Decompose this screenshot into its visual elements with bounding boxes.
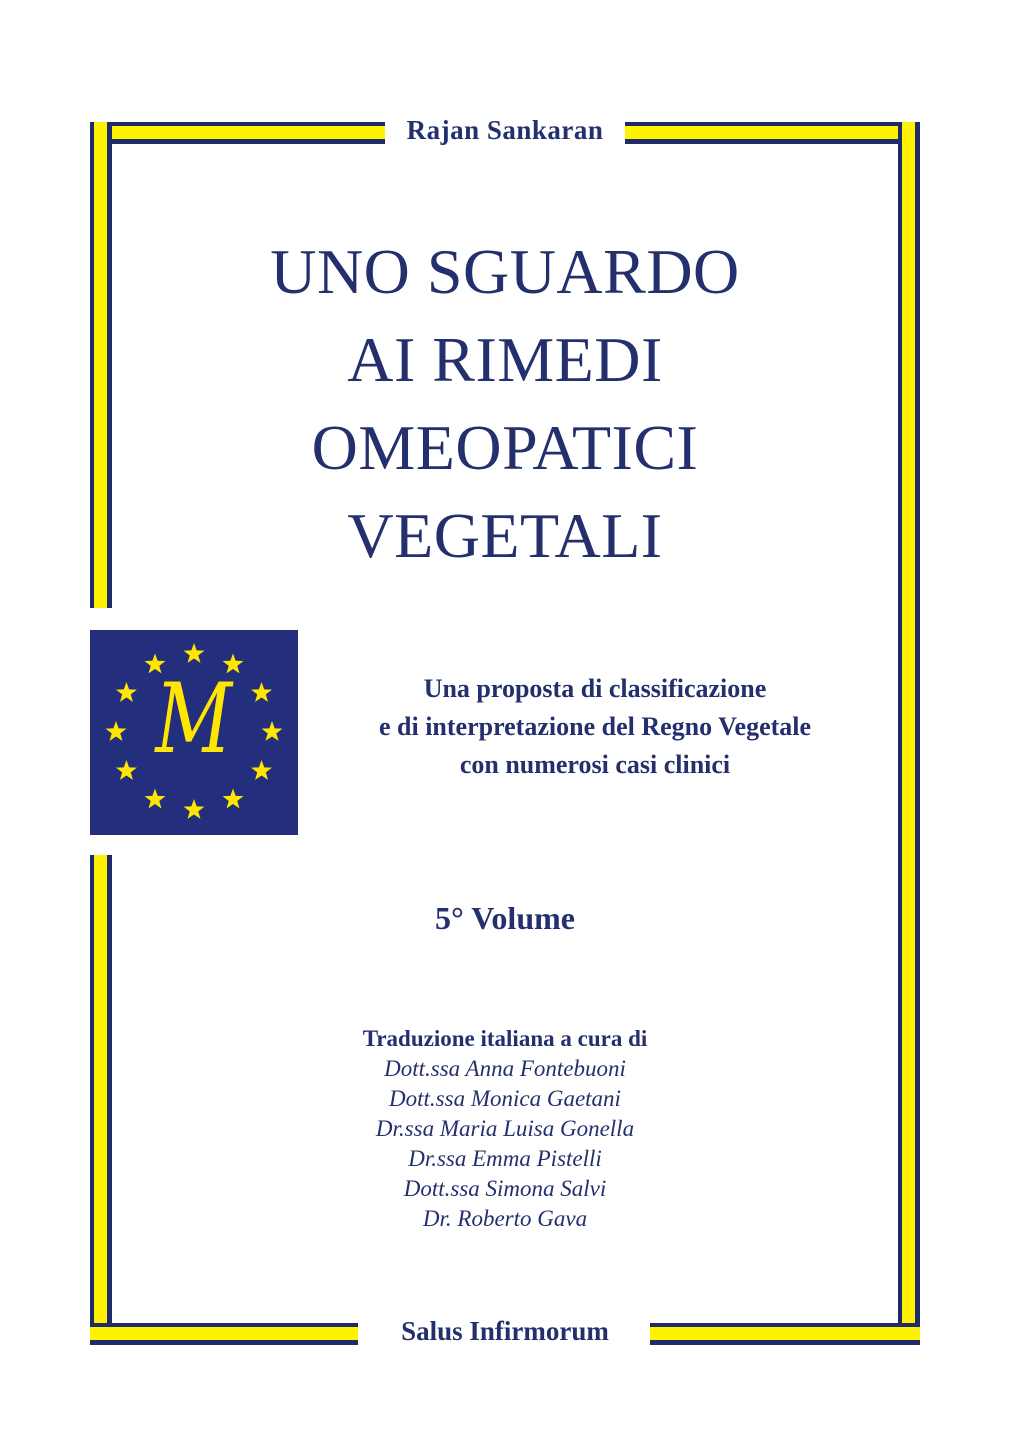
publisher-name: Salus Infirmorum — [401, 1316, 609, 1346]
title-line-4: VEGETALI — [347, 500, 663, 571]
subtitle-line-3: con numerosi casi clinici — [459, 750, 731, 779]
translator-name: Dott.ssa Anna Fontebuoni — [384, 1056, 626, 1081]
translator-name: Dr.ssa Emma Pistelli — [408, 1146, 602, 1171]
author-name: Rajan Sankaran — [406, 115, 604, 145]
star-icon — [184, 643, 205, 663]
title-line-3: OMEOPATICI — [311, 412, 699, 483]
star-icon — [116, 682, 137, 702]
star-icon — [262, 721, 283, 741]
title-line-2: AI RIMEDI — [347, 324, 663, 395]
translation-lead: Traduzione italiana a cura di — [362, 1026, 648, 1051]
logo-letter: M — [155, 663, 233, 776]
book-title — [150, 228, 860, 580]
subtitle — [310, 670, 880, 784]
frame-right-bar — [898, 122, 920, 1345]
frame-left-upper-bar — [90, 122, 112, 608]
frame-top-left-inner — [108, 140, 385, 144]
subtitle-line-1: Una proposta di classificazione — [423, 674, 767, 703]
publisher-logo — [90, 630, 298, 835]
volume-label: 5° Volume — [435, 900, 575, 936]
star-icon — [145, 789, 166, 809]
frame-bottom-left-bar — [90, 1323, 358, 1345]
frame-left-lower-bar — [90, 855, 112, 1345]
translation-credits — [280, 1024, 730, 1234]
title-line-1: UNO SGUARDO — [270, 236, 740, 307]
translator-name: Dott.ssa Monica Gaetani — [389, 1086, 621, 1111]
star-icon — [116, 760, 137, 780]
star-icon — [223, 789, 244, 809]
star-icon — [184, 799, 205, 819]
star-icon — [251, 682, 272, 702]
logo-emblem — [90, 630, 298, 835]
translator-name: Dr. Roberto Gava — [422, 1206, 588, 1231]
frame-top-right-inner — [625, 140, 902, 144]
translator-name: Dr.ssa Maria Luisa Gonella — [375, 1116, 635, 1141]
star-icon — [251, 760, 272, 780]
frame-bottom-right-bar — [650, 1323, 920, 1345]
translator-name: Dott.ssa Simona Salvi — [403, 1176, 607, 1201]
subtitle-line-2: e di interpretazione del Regno Vegetale — [378, 712, 812, 741]
star-icon — [106, 721, 127, 741]
